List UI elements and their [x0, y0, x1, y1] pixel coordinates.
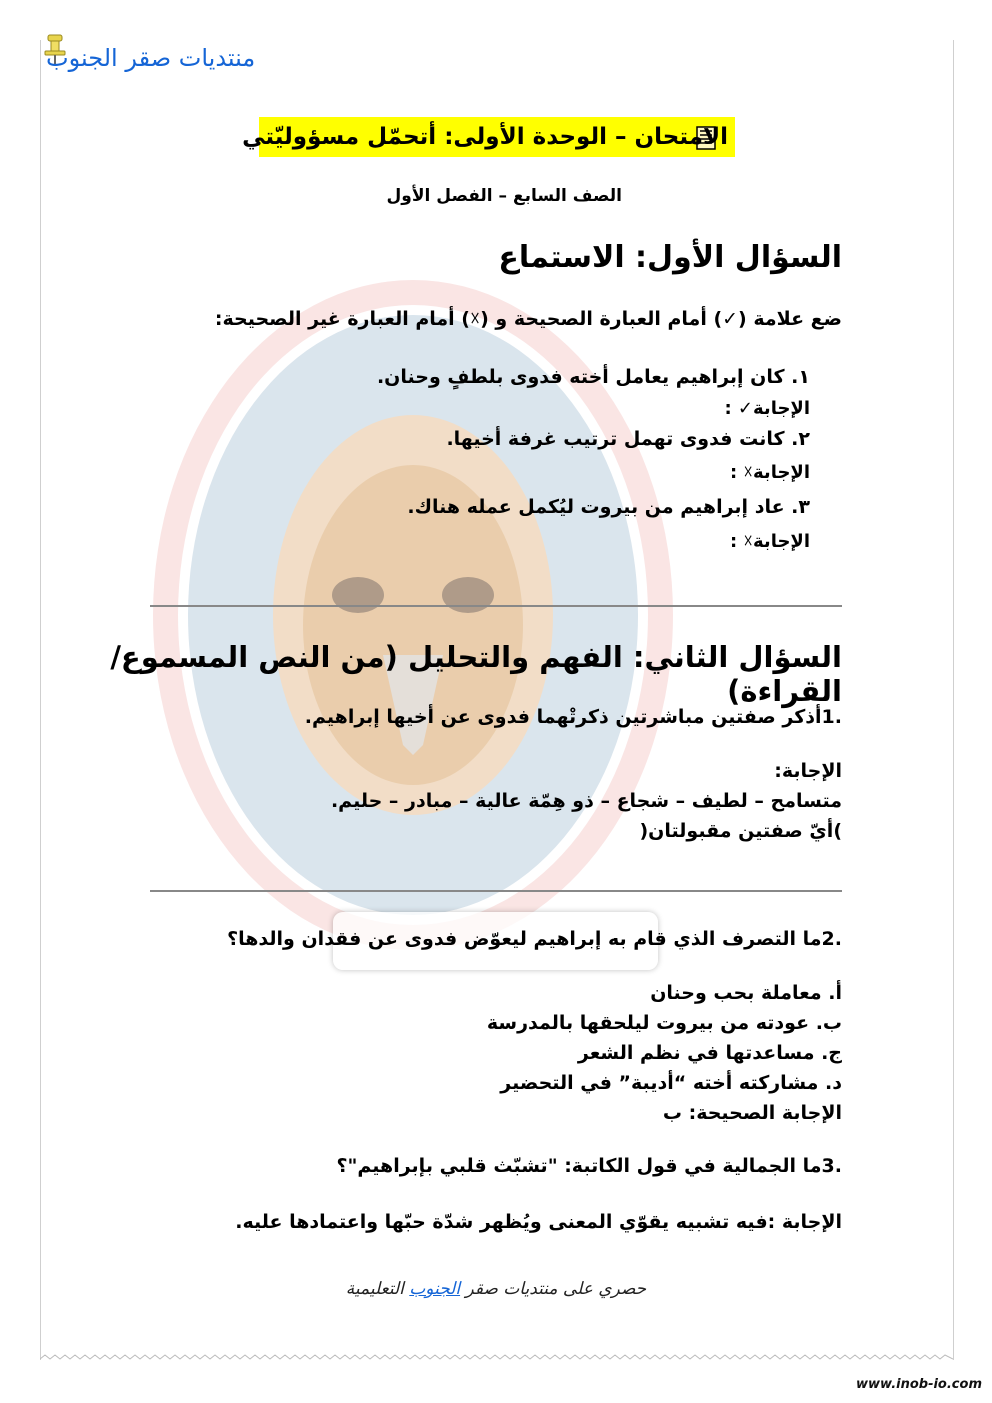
q2-part-1-answer-label: الإجابة:: [774, 760, 842, 782]
q2-part-1-question: .1أذكر صفتين مباشرتين ذكرتْهما فدوى عن أخيها إبراهيم.: [304, 706, 842, 728]
question-1-instruction: ضع علامة (✓) أمام العبارة الصحيحة و (☓) أمام العبارة غير الصحيحة:: [214, 308, 842, 330]
page-title: الامتحان – الوحدة الأولى: أتحمّل مسؤوليّتي: [242, 124, 728, 150]
q2-part-2-question: .2ما التصرف الذي قام به إبراهيم ليعوّض فدوى عن فقدان والدها؟: [227, 928, 842, 950]
q2-part-3-question: .3ما الجمالية في قول الكاتبة: "تشبّث قلبي بإبراهيم"؟: [336, 1155, 842, 1177]
q2-option-d: د. مشاركته أخته “أديبة” في التحضير: [500, 1072, 842, 1094]
q2-option-c: ج. مساعدتها في نظم الشعر: [577, 1042, 842, 1064]
q2-option-a: أ. معاملة بحب وحنان: [650, 982, 842, 1004]
section-divider: [150, 890, 842, 892]
q2-part-3-answer: الإجابة :فيه تشبيه يقوّي المعنى ويُظهر شدّة حبّها واعتمادها عليه.: [235, 1211, 842, 1233]
q2-option-b: ب. عودته من بيروت ليلحقها بالمدرسة: [486, 1012, 842, 1034]
section-divider: [150, 605, 842, 607]
site-url[interactable]: www.inob-io.com: [856, 1377, 982, 1392]
q2-correct-answer: الإجابة الصحيحة: ب: [662, 1102, 842, 1124]
q2-part-1-answer: متسامح – لطيف – شجاع – ذو هِمّة عالية – مبادر – حليم.: [330, 790, 842, 812]
q1-item-3: ٣. عاد إبراهيم من بيروت ليُكمل عمله هناك.: [407, 496, 810, 518]
forum-brand: منتديات صقر الجنوب: [46, 44, 256, 72]
page-bottom-border: [40, 1354, 953, 1364]
q1-answer-2: الإجابة☓ :: [729, 462, 810, 483]
footer-prefix: حصري على منتديات صقر: [465, 1279, 647, 1299]
q1-item-2: ٢. كانت فدوى تهمل ترتيب غرفة أخيها.: [446, 428, 810, 450]
footer-link[interactable]: الجنوب: [409, 1279, 461, 1299]
footer-suffix: التعليمية: [345, 1279, 404, 1299]
q1-answer-3: الإجابة☓ :: [729, 531, 810, 552]
question-2-heading: السؤال الثاني: الفهم والتحليل (من النص المسموع/القراءة): [110, 640, 842, 708]
q1-item-1: ١. كان إبراهيم يعامل أخته فدوى بلطفٍ وحنان.: [376, 366, 810, 388]
question-1-heading: السؤال الأول: الاستماع: [498, 240, 842, 275]
page-subtitle: الصف السابع – الفصل الأول: [386, 186, 622, 206]
q2-part-1-note: )أيّ صفتين مقبولتان(: [639, 820, 842, 842]
footer-note: [0, 1279, 992, 1299]
q1-answer-1: الإجابة✓ :: [724, 398, 810, 419]
